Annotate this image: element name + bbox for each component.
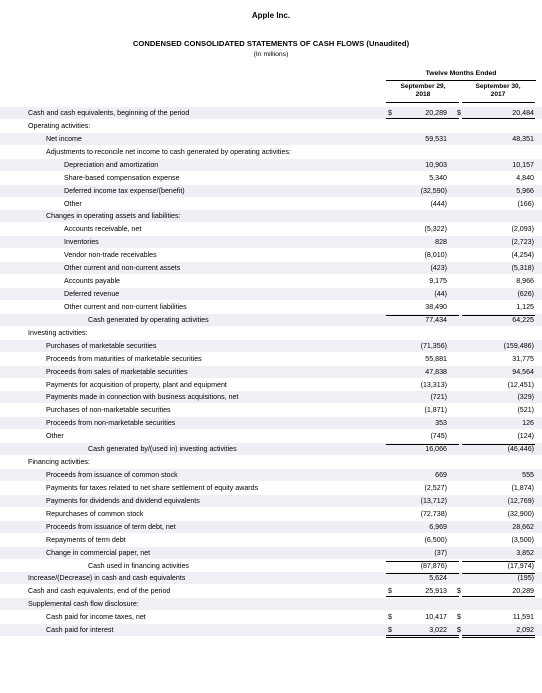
table-row <box>0 146 542 158</box>
dollar-sign: $ <box>457 613 461 621</box>
value-2018: 16,066 <box>425 445 447 453</box>
table-row <box>0 288 542 300</box>
row-label: Accounts receivable, net <box>64 225 142 233</box>
row-label: Cash generated by/(used in) investing activities <box>88 445 237 453</box>
row-label: Proceeds from maturities of marketable securities <box>46 355 202 363</box>
column-header-rule <box>462 102 535 103</box>
value-2017: (32,900) <box>507 510 534 518</box>
table-row <box>0 443 542 455</box>
table-row <box>0 611 542 623</box>
row-label: Other <box>46 432 64 440</box>
value-2017: 126 <box>522 419 534 427</box>
subtotal-rule <box>386 573 459 574</box>
value-2017: 1,125 <box>516 303 534 311</box>
subtotal-rule <box>386 315 459 316</box>
value-2017: (159,486) <box>503 342 534 350</box>
table-row <box>0 430 542 442</box>
subtotal-rule <box>462 561 535 562</box>
value-2017: 10,157 <box>512 161 534 169</box>
value-2018: (13,712) <box>420 497 447 505</box>
value-2017: 5,966 <box>516 187 534 195</box>
value-2017: (166) <box>517 200 534 208</box>
value-2018: (13,313) <box>420 381 447 389</box>
value-2017: (46,446) <box>507 445 534 453</box>
total-double-rule <box>386 635 459 638</box>
row-label: Cash generated by operating activities <box>88 316 209 324</box>
table-row <box>0 469 542 481</box>
table-row <box>0 249 542 261</box>
dollar-sign: $ <box>457 587 461 595</box>
row-label: Proceeds from non-marketable securities <box>46 419 176 427</box>
row-label: Financing activities: <box>28 458 90 466</box>
table-row <box>0 366 542 378</box>
value-2017: (329) <box>517 393 534 401</box>
table-row <box>0 159 542 171</box>
dollar-sign: $ <box>457 109 461 117</box>
row-label: Other <box>64 200 82 208</box>
table-row <box>0 107 542 119</box>
units-note: (In millions) <box>253 51 289 58</box>
column-header-2017-year: 2017 <box>490 91 506 98</box>
value-2017: 11,591 <box>512 613 534 621</box>
value-2017: (12,769) <box>507 497 534 505</box>
value-2018: (32,590) <box>420 187 447 195</box>
row-label: Proceeds from issuance of term debt, net <box>46 523 176 531</box>
table-row <box>0 314 542 326</box>
value-2017: (12,451) <box>507 381 534 389</box>
table-row <box>0 560 542 572</box>
value-2017: (4,254) <box>511 251 534 259</box>
row-label: Operating activities: <box>28 122 91 130</box>
value-2017: 3,852 <box>516 549 534 557</box>
row-label: Depreciation and amortization <box>64 161 159 169</box>
period-label: Twelve Months Ended <box>425 70 497 77</box>
table-row <box>0 275 542 287</box>
value-2017: 48,351 <box>512 135 534 143</box>
row-label: Repurchases of common stock <box>46 510 144 518</box>
table-row <box>0 547 542 559</box>
value-2017: (2,093) <box>511 225 534 233</box>
value-2018: 38,490 <box>425 303 447 311</box>
period-rule <box>386 80 536 81</box>
value-2017: 20,289 <box>512 587 534 595</box>
subtotal-rule <box>462 444 535 445</box>
value-2017: (3,500) <box>511 536 534 544</box>
company-name: Apple Inc. <box>251 11 291 20</box>
value-2017: 8,966 <box>516 277 534 285</box>
column-header-2017-date: September 30, <box>475 83 521 90</box>
value-2017: 94,564 <box>512 368 534 376</box>
dollar-sign: $ <box>388 613 392 621</box>
dollar-sign: $ <box>388 109 392 117</box>
table-row <box>0 198 542 210</box>
row-label: Purchases of non-marketable securities <box>46 406 171 414</box>
value-2018: (721) <box>430 393 447 401</box>
value-2018: 5,340 <box>429 174 447 182</box>
row-label: Cash paid for income taxes, net <box>46 613 146 621</box>
table-row <box>0 262 542 274</box>
value-2018: (5,322) <box>424 225 447 233</box>
value-2018: 353 <box>435 419 447 427</box>
value-2018: (87,876) <box>420 562 447 570</box>
table-row <box>0 417 542 429</box>
value-2017: (17,974) <box>507 562 534 570</box>
row-label: Deferred income tax expense/(benefit) <box>64 187 185 195</box>
value-2017: 555 <box>522 471 534 479</box>
table-row <box>0 508 542 520</box>
table-row <box>0 521 542 533</box>
row-label: Payments made in connection with business acquisitions, net <box>46 393 239 401</box>
row-label: Changes in operating assets and liabilities: <box>46 212 181 220</box>
column-header-rule <box>386 102 459 103</box>
row-label: Proceeds from issuance of common stock <box>46 471 178 479</box>
row-label: Payments for taxes related to net share settlement of equity awards <box>46 484 259 492</box>
row-label: Purchases of marketable securities <box>46 342 157 350</box>
table-row <box>0 624 542 636</box>
value-2017: (521) <box>517 406 534 414</box>
row-label: Accounts payable <box>64 277 120 285</box>
value-2018: 55,881 <box>425 355 447 363</box>
value-2017: (2,723) <box>511 238 534 246</box>
row-label: Other current and non-current liabilities <box>64 303 187 311</box>
table-row <box>0 495 542 507</box>
value-2017: 4,840 <box>516 174 534 182</box>
table-row <box>0 456 542 468</box>
value-2017: (626) <box>517 290 534 298</box>
row-label: Payments for acquisition of property, plant and equipment <box>46 381 227 389</box>
value-2018: 669 <box>435 471 447 479</box>
table-row <box>0 172 542 184</box>
column-header-2018 <box>387 83 459 99</box>
table-row <box>0 572 542 584</box>
row-label: Investing activities: <box>28 329 88 337</box>
value-2018: (1,871) <box>424 406 447 414</box>
table-row <box>0 340 542 352</box>
table-row <box>0 379 542 391</box>
value-2017: (1,874) <box>511 484 534 492</box>
value-2018: 25,913 <box>425 587 447 595</box>
value-2018: (72,738) <box>420 510 447 518</box>
table-row <box>0 482 542 494</box>
value-2018: (71,356) <box>420 342 447 350</box>
table-row <box>0 133 542 145</box>
row-label: Other current and non-current assets <box>64 264 181 272</box>
value-2018: 828 <box>435 238 447 246</box>
table-row <box>0 236 542 248</box>
value-2018: 9,175 <box>429 277 447 285</box>
row-label: Proceeds from sales of marketable securities <box>46 368 188 376</box>
row-label: Deferred revenue <box>64 290 120 298</box>
row-label: Cash used in financing activities <box>88 562 189 570</box>
value-2018: (444) <box>430 200 447 208</box>
subtotal-rule <box>462 315 535 316</box>
table-row <box>0 585 542 597</box>
table-row <box>0 185 542 197</box>
column-header-2018-year: 2018 <box>415 91 431 98</box>
value-2017: 28,662 <box>512 523 534 531</box>
value-2017: (124) <box>517 432 534 440</box>
column-header-2018-date: September 29, <box>400 83 446 90</box>
dollar-sign: $ <box>388 587 392 595</box>
column-header-2017 <box>462 83 534 99</box>
value-2018: (6,500) <box>424 536 447 544</box>
table-row <box>0 210 542 222</box>
statement-title: CONDENSED CONSOLIDATED STATEMENTS OF CASH FLOWS (Unaudited) <box>132 39 410 48</box>
row-label: Inventories <box>64 238 99 246</box>
value-2017: 2,092 <box>516 626 534 634</box>
value-2017: 64,225 <box>512 316 534 324</box>
value-2017: (195) <box>517 574 534 582</box>
table-row <box>0 534 542 546</box>
value-2017: (5,318) <box>511 264 534 272</box>
row-label: Net income <box>46 135 82 143</box>
total-double-rule <box>462 635 535 638</box>
row-label: Cash paid for interest <box>46 626 114 634</box>
value-2018: 10,903 <box>425 161 447 169</box>
table-row <box>0 404 542 416</box>
value-2018: 5,624 <box>429 574 447 582</box>
subtotal-rule <box>462 573 535 574</box>
value-2018: (2,527) <box>424 484 447 492</box>
value-2018: 59,531 <box>425 135 447 143</box>
value-2018: (8,010) <box>424 251 447 259</box>
row-label: Cash and cash equivalents, end of the period <box>28 587 171 595</box>
value-underline <box>462 118 535 119</box>
row-label: Cash and cash equivalents, beginning of the period <box>28 109 190 117</box>
value-2018: 47,838 <box>425 368 447 376</box>
row-label: Change in commercial paper, net <box>46 549 151 557</box>
value-2018: (44) <box>434 290 447 298</box>
value-2018: (37) <box>434 549 447 557</box>
row-label: Adjustments to reconcile net income to cash generated by operating activities: <box>46 148 291 156</box>
value-2017: 20,484 <box>512 109 534 117</box>
dollar-sign: $ <box>457 626 461 634</box>
table-row <box>0 391 542 403</box>
row-label: Supplemental cash flow disclosure: <box>28 600 139 608</box>
value-2017: 31,775 <box>512 355 534 363</box>
value-2018: (745) <box>430 432 447 440</box>
table-row <box>0 120 542 132</box>
value-2018: 10,417 <box>425 613 447 621</box>
row-label: Repayments of term debt <box>46 536 126 544</box>
row-label: Payments for dividends and dividend equivalents <box>46 497 200 505</box>
row-label: Increase/(Decrease) in cash and cash equivalents <box>28 574 186 582</box>
value-2018: 20,289 <box>425 109 447 117</box>
table-row <box>0 223 542 235</box>
table-row <box>0 353 542 365</box>
table-row <box>0 301 542 313</box>
table-row <box>0 598 542 610</box>
value-2018: (423) <box>430 264 447 272</box>
table-row <box>0 327 542 339</box>
value-2018: 6,969 <box>429 523 447 531</box>
value-underline <box>386 118 459 119</box>
dollar-sign: $ <box>388 626 392 634</box>
row-label: Share-based compensation expense <box>64 174 180 182</box>
value-2018: 77,434 <box>425 316 447 324</box>
subtotal-rule <box>386 561 459 562</box>
subtotal-rule <box>386 444 459 445</box>
row-label: Vendor non-trade receivables <box>64 251 157 259</box>
value-2018: 3,022 <box>429 626 447 634</box>
